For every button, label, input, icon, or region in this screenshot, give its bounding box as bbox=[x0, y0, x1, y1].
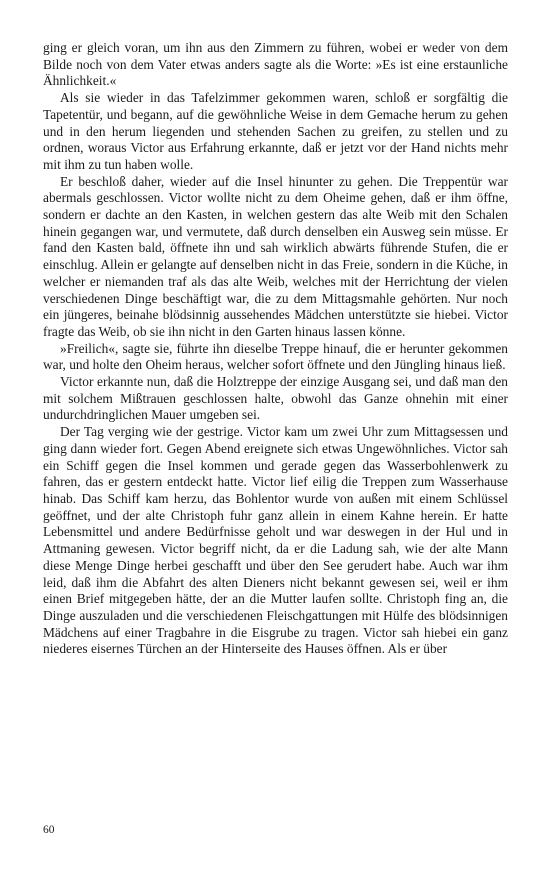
page-number: 60 bbox=[43, 824, 55, 836]
paragraph-5: Victor erkannte nun, daß die Holztreppe der einzige Ausgang sei, und daß man den mit solchem Mißtrauen geschlossen halte, obwohl das Ganze ohnehin mit einer undurchdringlichen Mauer umgeben sei. bbox=[43, 374, 508, 423]
paragraph-3: Er beschloß daher, wieder auf die Insel hinunter zu gehen. Die Treppentür war abermals geschlossen. Victor wollte nicht zu dem Oheime gehen, daß er ihm öffne, sondern er dachte an den Kasten, in welchen gestern das alte Weib mit den Schalen hinein gegangen war, und vermutete, daß durch denselben ein Ausweg sein müsse. Er fand den Kasten bald, öffnete ihn und sah wirklich abwärts führende Stufen, die er einschlug. Allein er gelangte auf denselben nicht in das Freie, sondern in die Küche, in welcher er niemanden traf als das alte Weib, welches mit der Herrichtung der vielen verschiedenen Dinge beschäftigt war, die zu dem Mittagsmahle gehörten. Nur noch ein jüngeres, beinahe blödsinnig aussehendes Mädchen unterstützte sie hiebei. Victor fragte das Weib, ob sie ihn nicht in den Garten hinaus lassen könne. bbox=[43, 173, 508, 339]
page-body bbox=[43, 40, 508, 658]
paragraph-2: Als sie wieder in das Tafelzimmer gekommen waren, schloß er sorgfältig die Tapetentür, und begann, auf die gewöhnliche Weise in dem Gemache herum zu gehen und in den herum liegenden und stehenden Sachen zu greifen, zu stellen und zu ordnen, woraus Victor aus Erfahrung erkannte, daß er jetzt vor der Hand nichts mehr mit ihm zu tun haben wolle. bbox=[43, 90, 508, 172]
paragraph-1: ging er gleich voran, um ihn aus den Zimmern zu führen, wobei er weder von dem Bilde noch von dem Vater etwas anders sagte als die Worte: »Es ist eine erstaunliche Ähnlichkeit.« bbox=[43, 40, 508, 89]
paragraph-6: Der Tag verging wie der gestrige. Victor kam um zwei Uhr zum Mittagsessen und ging dann wieder fort. Gegen Abend ereignete sich etwas Ungewöhnliches. Victor sah ein Schiff gegen die Insel kommen und gerade gegen das Wasserbohlenwerk zu fahren, das er gestern entdeckt hatte. Victor lief eilig die Treppen zum Wasserhause hinab. Das Schiff kam herzu, das Bohlentor wurde von außen mit einem Schlüssel geöffnet, und der alte Christoph fuhr ganz allein in einem Kahne herein. Er hatte Lebensmittel und andere Bedürfnisse geholt und war deswegen in der Hul und in Attmaning gewesen. Victor begriff nicht, da er die Ladung sah, wie der alte Mann diese Menge Dinge herbei geschafft und über den See gerudert habe. Auch war ihm leid, daß ihm die Abfahrt des alten Dieners nicht bekannt gewesen sei, weil er ihm einen Brief mitgegeben hätte, der an die Mutter laufen sollte. Christoph fing an, die Dinge auszuladen und die verschiedenen Fleischgattungen mit Hülfe des blödsinnigen Mädchens auf einer Tragbahre in die Eisgrube zu tragen. Victor sah hiebei ein ganz niederes eisernes Türchen an der Hinterseite des Hauses öffnen. Als er über bbox=[43, 424, 508, 657]
paragraph-4: »Freilich«, sagte sie, führte ihn dieselbe Treppe hinauf, die er herunter gekommen war, und holte den Oheim heraus, welcher sofort öffnete und den Jüngling hinaus ließ. bbox=[43, 340, 508, 373]
